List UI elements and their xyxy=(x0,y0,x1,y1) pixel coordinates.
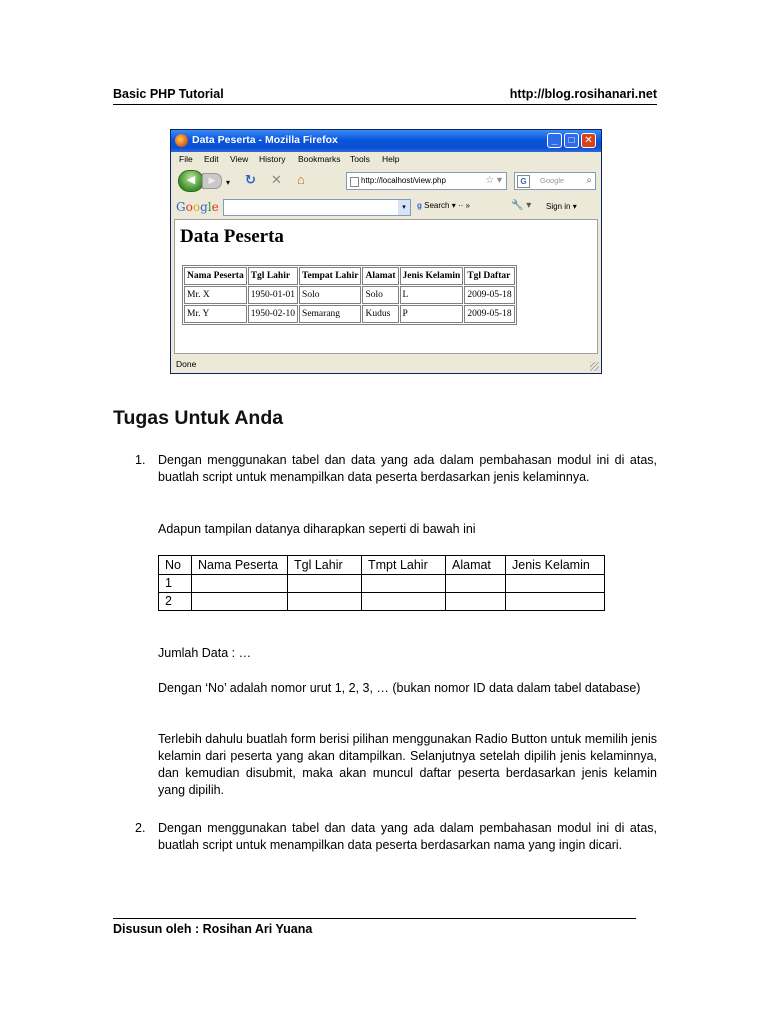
column-header: Tmpt Lahir xyxy=(362,556,446,575)
sign-in-button[interactable]: Sign in ▾ xyxy=(546,202,577,211)
table-row xyxy=(184,286,515,304)
column-header: Jenis Kelamin xyxy=(506,556,605,575)
table-cell: 2009-05-18 xyxy=(464,305,514,323)
table-cell: Solo xyxy=(299,286,361,304)
google-search-button[interactable]: g Search ▾ ·· » xyxy=(417,201,470,210)
column-header: Nama Peserta xyxy=(184,267,247,285)
table-header-row xyxy=(159,556,605,575)
list-item-number: 2. xyxy=(135,821,146,835)
table-cell xyxy=(446,593,506,611)
reload-icon[interactable]: ↻ xyxy=(245,172,256,187)
status-text: Done xyxy=(176,359,197,369)
table-row xyxy=(159,593,605,611)
page-heading: Data Peserta xyxy=(180,226,284,247)
table-cell: Semarang xyxy=(299,305,361,323)
header-url: http://blog.rosihanari.net xyxy=(509,87,657,101)
table-row xyxy=(184,305,515,323)
table-cell xyxy=(362,575,446,593)
header-title: Basic PHP Tutorial xyxy=(113,87,224,101)
column-header: Tgl Daftar xyxy=(464,267,514,285)
menu-view[interactable]: View xyxy=(230,154,249,164)
table-cell: Mr. X xyxy=(184,286,247,304)
table-header-row xyxy=(184,267,515,285)
table-cell: L xyxy=(400,286,464,304)
table-cell xyxy=(192,593,288,611)
column-header: Jenis Kelamin xyxy=(400,267,464,285)
table-cell xyxy=(288,575,362,593)
google-toolbar-input[interactable] xyxy=(223,199,411,216)
bookmark-star-icon[interactable]: ☆ ▾ xyxy=(485,175,502,186)
page-icon xyxy=(350,177,359,187)
chevron-down-icon[interactable]: ▾ xyxy=(398,200,410,215)
list-item-text: Dengan menggunakan tabel dan data yang ada dalam pembahasan modul ini di atas, buatlah script untuk menampilkan data peserta berdasarkan nama yang ingin dicari. xyxy=(158,821,657,852)
table-cell: Solo xyxy=(362,286,398,304)
wrench-icon[interactable]: 🔧 ▾ xyxy=(511,200,532,211)
menu-file[interactable]: File xyxy=(179,154,193,164)
menu-history[interactable]: History xyxy=(259,154,286,164)
page-header xyxy=(113,86,657,105)
column-header: Nama Peserta xyxy=(192,556,288,575)
footer-divider xyxy=(113,918,636,919)
table-cell: 2 xyxy=(159,593,192,611)
table-cell xyxy=(506,575,605,593)
section-title: Tugas Untuk Anda xyxy=(113,407,284,429)
table-cell xyxy=(192,575,288,593)
template-table xyxy=(158,555,605,611)
table-row xyxy=(159,575,605,593)
table-cell: 1 xyxy=(159,575,192,593)
column-header: Tgl Lahir xyxy=(248,267,298,285)
search-placeholder: Google xyxy=(540,176,565,185)
peserta-table xyxy=(182,265,517,325)
table-cell xyxy=(506,593,605,611)
browser-menubar xyxy=(171,152,601,166)
list-item-text: Dengan menggunakan tabel dan data yang ada dalam pembahasan modul ini di atas, buatlah script untuk menampilkan data peserta berdasarkan jenis kelaminnya. xyxy=(158,453,657,484)
column-header: Tgl Lahir xyxy=(288,556,362,575)
list-item-number: 1. xyxy=(135,453,146,467)
search-box[interactable] xyxy=(514,172,596,190)
browser-content xyxy=(174,219,598,354)
menu-help[interactable]: Help xyxy=(382,154,400,164)
minimize-icon[interactable]: _ xyxy=(547,133,562,148)
table-cell: 1950-02-10 xyxy=(248,305,298,323)
jumlah-data: Jumlah Data : … xyxy=(158,646,252,660)
menu-bookmarks[interactable]: Bookmarks xyxy=(298,154,341,164)
table-cell: Kudus xyxy=(362,305,398,323)
column-header: No xyxy=(159,556,192,575)
table-cell xyxy=(288,593,362,611)
table-cell: 2009-05-18 xyxy=(464,286,514,304)
browser-title: Data Peserta - Mozilla Firefox xyxy=(192,134,338,146)
close-icon[interactable]: ✕ xyxy=(581,133,596,148)
back-icon[interactable]: ◀ xyxy=(178,170,204,192)
column-header: Alamat xyxy=(362,267,398,285)
menu-tools[interactable]: Tools xyxy=(350,154,370,164)
table-intro: Adapun tampilan datanya diharapkan seperti di bawah ini xyxy=(158,522,476,536)
footer-text: Disusun oleh : Rosihan Ari Yuana xyxy=(113,922,313,936)
column-header: Alamat xyxy=(446,556,506,575)
google-toolbar xyxy=(171,196,601,218)
firefox-icon xyxy=(175,134,188,147)
forward-icon[interactable]: ▶ xyxy=(202,173,222,189)
table-cell: P xyxy=(400,305,464,323)
google-logo: Google xyxy=(176,200,219,214)
table-cell: Mr. Y xyxy=(184,305,247,323)
address-url: http://localhost/view.php xyxy=(361,176,446,185)
address-bar[interactable] xyxy=(346,172,507,190)
navigation-toolbar xyxy=(171,168,601,194)
column-header: Tempat Lahir xyxy=(299,267,361,285)
home-icon[interactable]: ⌂ xyxy=(297,172,305,187)
table-cell: 1950-01-01 xyxy=(248,286,298,304)
browser-titlebar xyxy=(171,130,601,152)
form-description: Terlebih dahulu buatlah form berisi pilihan menggunakan Radio Button untuk memilih jenis kelamin dari peserta yang akan ditampilkan. Selanjutnya setelah dipilih jenis kelaminnya, dan kemudian disubmit, maka akan muncul daftar peserta berdasarkan jenis kelamin yang dipilih. xyxy=(158,732,657,797)
no-note: Dengan ‘No’ adalah nomor urut 1, 2, 3, … (bukan nomor ID data dalam tabel database) xyxy=(158,681,641,695)
resize-grip-icon[interactable] xyxy=(590,362,599,371)
google-engine-icon[interactable]: G xyxy=(517,175,530,188)
browser-window xyxy=(170,129,602,374)
status-bar xyxy=(171,355,601,373)
table-cell xyxy=(362,593,446,611)
history-dropdown-icon[interactable]: ▾ xyxy=(226,178,231,187)
stop-icon[interactable]: ✕ xyxy=(271,172,282,187)
search-icon[interactable]: ⌕ xyxy=(586,175,592,186)
table-cell xyxy=(446,575,506,593)
menu-edit[interactable]: Edit xyxy=(204,154,219,164)
maximize-icon[interactable]: □ xyxy=(564,133,579,148)
